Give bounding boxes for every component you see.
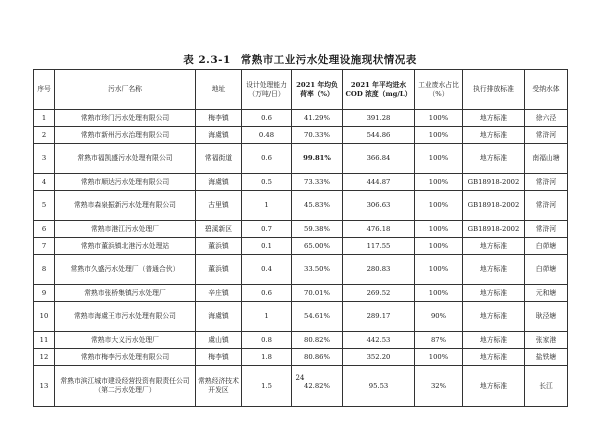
cell-name: 常熟市久盛污水处理厂（普通合伙） <box>55 255 196 285</box>
table-row <box>34 285 568 302</box>
cell-receiving: 南福山塘 <box>525 144 568 174</box>
cell-industrial: 100% <box>415 255 463 285</box>
cell-capacity: 0.6 <box>242 144 292 174</box>
cell-receiving: 耿泾塘 <box>525 302 568 332</box>
cell-industrial: 100% <box>415 110 463 127</box>
cell-receiving: 张家港 <box>525 332 568 349</box>
table-title: 常熟市工业污水处理设施现状情况表 <box>240 54 417 66</box>
cell-load: 80.86% <box>292 349 343 366</box>
cell-industrial: 100% <box>415 221 463 238</box>
cell-load: 42.82% <box>292 366 343 407</box>
cell-receiving: 元和塘 <box>525 285 568 302</box>
cell-standard: 地方标准 <box>463 127 525 144</box>
cell-capacity: 1.5 <box>242 366 292 407</box>
cell-capacity: 0.6 <box>242 285 292 302</box>
cell-address: 虞山镇 <box>196 332 242 349</box>
cell-standard: 地方标准 <box>463 302 525 332</box>
cell-cod: 444.87 <box>343 174 415 191</box>
cell-capacity: 1 <box>242 191 292 221</box>
cell-seq: 5 <box>34 191 55 221</box>
cell-seq: 12 <box>34 349 55 366</box>
cell-standard: 地方标准 <box>463 144 525 174</box>
table-row <box>34 174 568 191</box>
cell-receiving: 常浒河 <box>525 174 568 191</box>
cell-cod: 306.63 <box>343 191 415 221</box>
cell-address: 常福街道 <box>196 144 242 174</box>
cell-address: 董浜镇 <box>196 255 242 285</box>
cell-standard: GB18918-2002 <box>463 174 525 191</box>
cell-cod: 352.20 <box>343 349 415 366</box>
cell-receiving: 长江 <box>525 366 568 407</box>
cell-address: 古里镇 <box>196 191 242 221</box>
cell-standard: 地方标准 <box>463 366 525 407</box>
cell-cod: 442.53 <box>343 332 415 349</box>
cell-load: 33.50% <box>292 255 343 285</box>
header-name: 污水厂名称 <box>55 70 196 110</box>
cell-industrial: 100% <box>415 191 463 221</box>
cell-industrial: 100% <box>415 285 463 302</box>
header-address: 地址 <box>196 70 242 110</box>
cell-receiving: 白茆塘 <box>525 255 568 285</box>
cell-seq: 9 <box>34 285 55 302</box>
cell-standard: 地方标准 <box>463 349 525 366</box>
wastewater-facilities-table <box>33 69 568 407</box>
cell-industrial: 90% <box>415 302 463 332</box>
cell-address: 海虞镇 <box>196 127 242 144</box>
cell-name: 常熟市新州污水治理有限公司 <box>55 127 196 144</box>
cell-seq: 1 <box>34 110 55 127</box>
cell-industrial: 32% <box>415 366 463 407</box>
header-load: 2021 年均负荷率（%） <box>292 70 343 110</box>
cell-industrial: 100% <box>415 349 463 366</box>
cell-name: 常熟市大义污水处理厂 <box>55 332 196 349</box>
table-row <box>34 191 568 221</box>
header-capacity: 设计处理能力（万吨/日） <box>242 70 292 110</box>
table-row <box>34 302 568 332</box>
table-row <box>34 255 568 285</box>
cell-load: 73.33% <box>292 174 343 191</box>
header-standard: 执行排放标准 <box>463 70 525 110</box>
table-row <box>34 110 568 127</box>
cell-address: 董浜镇 <box>196 238 242 255</box>
cell-name: 常熟市港江污水处理厂 <box>55 221 196 238</box>
cell-industrial: 100% <box>415 174 463 191</box>
cell-industrial: 100% <box>415 144 463 174</box>
cell-cod: 95.53 <box>343 366 415 407</box>
cell-cod: 269.52 <box>343 285 415 302</box>
cell-seq: 2 <box>34 127 55 144</box>
cell-standard: 地方标准 <box>463 332 525 349</box>
cell-name: 常熟市海虞王市污水处理有限公司 <box>55 302 196 332</box>
cell-seq: 13 <box>34 366 55 407</box>
cell-seq: 7 <box>34 238 55 255</box>
cell-load: 59.38% <box>292 221 343 238</box>
cell-seq: 4 <box>34 174 55 191</box>
cell-receiving: 常浒河 <box>525 221 568 238</box>
table-row <box>34 221 568 238</box>
cell-capacity: 0.6 <box>242 110 292 127</box>
cell-receiving: 常浒河 <box>525 191 568 221</box>
table-row <box>34 349 568 366</box>
cell-receiving: 徐六泾 <box>525 110 568 127</box>
header-receiving: 受纳水体 <box>525 70 568 110</box>
cell-capacity: 0.4 <box>242 255 292 285</box>
cell-receiving: 白茆塘 <box>525 238 568 255</box>
table-row <box>34 127 568 144</box>
cell-capacity: 0.1 <box>242 238 292 255</box>
cell-address: 辛庄镇 <box>196 285 242 302</box>
cell-address: 碧溪新区 <box>196 221 242 238</box>
cell-load: 54.61% <box>292 302 343 332</box>
cell-standard: GB18918-2002 <box>463 191 525 221</box>
cell-standard: GB18918-2002 <box>463 221 525 238</box>
cell-load: 65.00% <box>292 238 343 255</box>
table-number: 表 2.3-1 <box>183 54 231 66</box>
cell-name: 常熟市董浜镇北港污水处理站 <box>55 238 196 255</box>
cell-capacity: 0.5 <box>242 174 292 191</box>
cell-cod: 544.86 <box>343 127 415 144</box>
cell-load: 70.33% <box>292 127 343 144</box>
header-row <box>34 70 568 110</box>
table-caption <box>0 52 600 67</box>
cell-standard: 地方标准 <box>463 238 525 255</box>
cell-load: 41.29% <box>292 110 343 127</box>
cell-cod: 289.17 <box>343 302 415 332</box>
cell-cod: 476.18 <box>343 221 415 238</box>
header-industrial: 工业废水占比（%） <box>415 70 463 110</box>
cell-industrial: 87% <box>415 332 463 349</box>
cell-name: 常熟市福凯盛污水处理有限公司 <box>55 144 196 174</box>
table-row <box>34 144 568 174</box>
cell-cod: 117.55 <box>343 238 415 255</box>
cell-name: 常熟市梅李污水处理有限公司 <box>55 349 196 366</box>
cell-standard: 地方标准 <box>463 110 525 127</box>
cell-capacity: 1.8 <box>242 349 292 366</box>
cell-seq: 11 <box>34 332 55 349</box>
cell-load: 99.81% <box>292 144 343 174</box>
cell-capacity: 0.8 <box>242 332 292 349</box>
cell-seq: 8 <box>34 255 55 285</box>
cell-load: 70.01% <box>292 285 343 302</box>
cell-address: 海虞镇 <box>196 174 242 191</box>
cell-receiving: 盐铁塘 <box>525 349 568 366</box>
header-cod: 2021 年平均进水 COD 浓度（mg/L） <box>343 70 415 110</box>
cell-address: 海虞镇 <box>196 302 242 332</box>
table-row <box>34 332 568 349</box>
cell-seq: 3 <box>34 144 55 174</box>
cell-name: 常熟市顺达污水处理有限公司 <box>55 174 196 191</box>
cell-address: 梅李镇 <box>196 349 242 366</box>
cell-load: 45.83% <box>292 191 343 221</box>
cell-industrial: 100% <box>415 238 463 255</box>
cell-name: 常熟市珍门污水处理有限公司 <box>55 110 196 127</box>
cell-name: 常熟市森泉振新污水处理有限公司 <box>55 191 196 221</box>
header-seq: 序号 <box>34 70 55 110</box>
cell-name: 常熟市滨江城市建设经营投资有限责任公司（第二污水处理厂） <box>55 366 196 407</box>
cell-cod: 280.83 <box>343 255 415 285</box>
cell-standard: 地方标准 <box>463 255 525 285</box>
cell-address: 常熟经济技术开发区 <box>196 366 242 407</box>
cell-receiving: 常浒河 <box>525 127 568 144</box>
cell-seq: 10 <box>34 302 55 332</box>
cell-capacity: 0.7 <box>242 221 292 238</box>
cell-address: 梅李镇 <box>196 110 242 127</box>
cell-name: 常熟市张桥集镇污水处理厂 <box>55 285 196 302</box>
cell-cod: 391.28 <box>343 110 415 127</box>
cell-standard: 地方标准 <box>463 285 525 302</box>
cell-capacity: 1 <box>242 302 292 332</box>
table-row <box>34 366 568 407</box>
cell-seq: 6 <box>34 221 55 238</box>
cell-cod: 366.84 <box>343 144 415 174</box>
cell-load: 80.82% <box>292 332 343 349</box>
table-row <box>34 238 568 255</box>
cell-industrial: 100% <box>415 127 463 144</box>
cell-capacity: 0.48 <box>242 127 292 144</box>
page-number: 24 <box>295 374 305 382</box>
